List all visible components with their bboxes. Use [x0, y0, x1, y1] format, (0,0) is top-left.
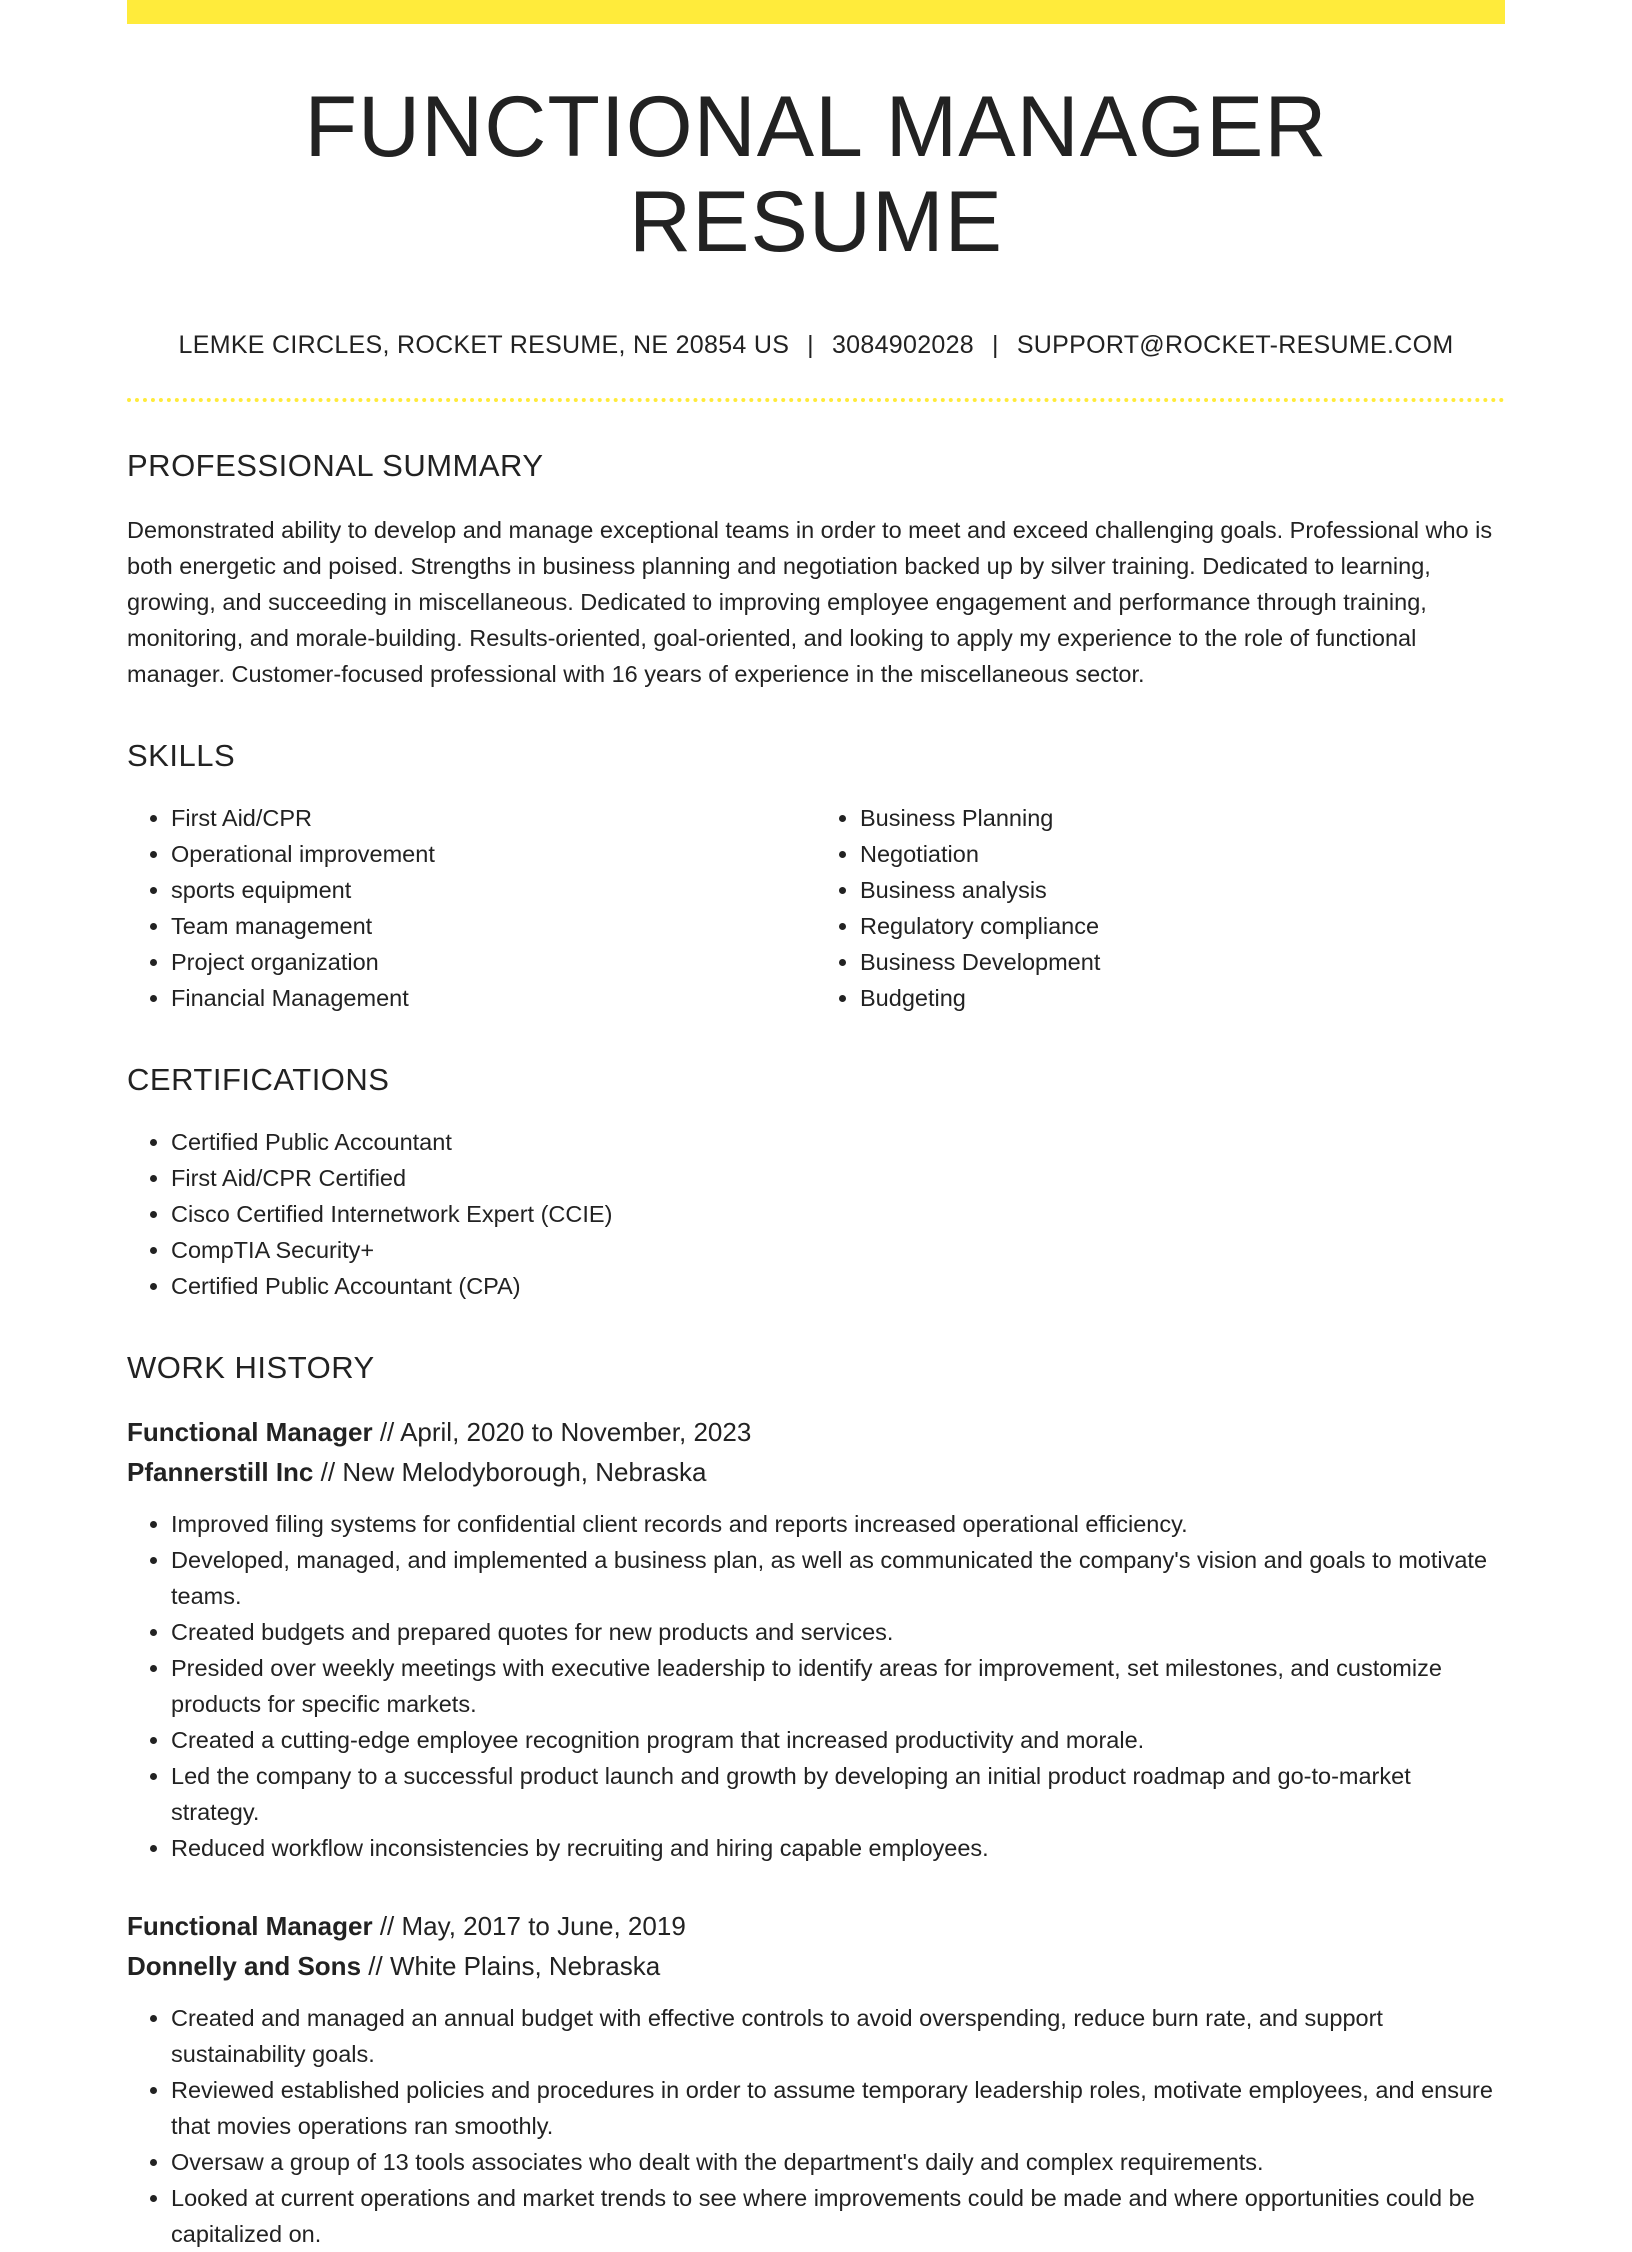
job-bullet: • Created budgets and prepared quotes for new products and services. — [171, 1614, 1505, 1650]
top-accent-bar — [127, 0, 1505, 24]
job-entry — [127, 1412, 1505, 1866]
certification-item: • Certified Public Accountant (CPA) — [171, 1268, 1505, 1304]
job-bullet: • Improved filing systems for confidential client records and reports increased operational efficiency. — [171, 1506, 1505, 1542]
job-entry — [127, 1906, 1505, 2252]
contact-address: LEMKE CIRCLES, ROCKET RESUME, NE 20854 US — [178, 331, 790, 360]
job-separator: // — [379, 1911, 395, 1942]
job-bullets — [127, 1506, 1505, 1866]
job-dates: May, 2017 to June, 2019 — [401, 1911, 686, 1942]
skill-item: • Regulatory compliance — [860, 908, 1505, 944]
skill-item: • Negotiation — [860, 836, 1505, 872]
skill-item: • Business Planning — [860, 800, 1505, 836]
job-company: Donnelly and Sons — [127, 1951, 362, 1982]
job-bullet: • Reduced workflow inconsistencies by recruiting and hiring capable employees. — [171, 1830, 1505, 1866]
summary-text: Demonstrated ability to develop and manage exceptional teams in order to meet and exceed challenging goals. Professional who is both energetic and poised. Strengths in business planning and negotiation backed up by silver training. Dedicated to learning, growing, and succeeding in miscellaneous. Dedicated to improving employee engagement and performance through training, monitoring, and morale-building. Results-oriented, goal-oriented, and looking to apply my experience to the role of functional manager. Customer-focused professional with 16 years of experience in the miscellaneous sector. — [127, 517, 1493, 688]
contact-email: SUPPORT@ROCKET-RESUME.COM — [1016, 331, 1454, 360]
skill-item: • Financial Management — [171, 980, 816, 1016]
job-location: White Plains, Nebraska — [389, 1951, 661, 1982]
skills-column-right — [816, 800, 1505, 1016]
job-title: Functional Manager — [127, 1911, 373, 1942]
certification-item: • CompTIA Security+ — [171, 1232, 1505, 1268]
job-bullet: • Reviewed established policies and procedures in order to assume temporary leadership roles, motivate employees, and ensure that movies operations ran smoothly. — [171, 2072, 1505, 2144]
skill-item: • Budgeting — [860, 980, 1505, 1016]
job-bullet: • Created a cutting-edge employee recognition program that increased productivity and morale. — [171, 1722, 1505, 1758]
skill-item: • Project organization — [171, 944, 816, 980]
job-bullet: • Oversaw a group of 13 tools associates who dealt with the department's daily and complex requirements. — [171, 2144, 1505, 2180]
job-bullet: • Created and managed an annual budget with effective controls to avoid overspending, reduce burn rate, and support sustainability goals. — [171, 2000, 1505, 2072]
skill-item: • Business analysis — [860, 872, 1505, 908]
job-company-line — [127, 1452, 1505, 1492]
dotted-divider — [127, 398, 1505, 402]
skill-item: • Business Development — [860, 944, 1505, 980]
job-company-line — [127, 1946, 1505, 1986]
job-bullet: • Developed, managed, and implemented a business plan, as well as communicated the company's vision and goals to motivate teams. — [171, 1542, 1505, 1614]
job-bullet: • Looked at current operations and market trends to see where improvements could be made and where opportunities could be capitalized on. — [171, 2180, 1505, 2252]
skills-list — [127, 800, 1505, 1016]
certification-item: • Certified Public Accountant — [171, 1124, 1505, 1160]
resume-title: FUNCTIONAL MANAGER RESUME — [304, 79, 1328, 270]
skill-item: • First Aid/CPR — [171, 800, 816, 836]
skills-column-left — [127, 800, 816, 1016]
skill-item: • Operational improvement — [171, 836, 816, 872]
job-bullet: • Presided over weekly meetings with executive leadership to identify areas for improvement, set milestones, and customize products for specific markets. — [171, 1650, 1505, 1722]
summary-heading: PROFESSIONAL SUMMARY — [127, 448, 544, 484]
skills-heading: SKILLS — [127, 738, 236, 774]
job-title-line — [127, 1412, 1505, 1452]
job-bullet: • Led the company to a successful product launch and growth by developing an initial product roadmap and go-to-market strategy. — [171, 1758, 1505, 1830]
work-history-heading: WORK HISTORY — [127, 1350, 375, 1386]
certifications-list — [127, 1124, 1505, 1304]
skill-item: • sports equipment — [171, 872, 816, 908]
job-dates: April, 2020 to November, 2023 — [400, 1417, 752, 1448]
job-separator: // — [379, 1417, 395, 1448]
job-location: New Melodyborough, Nebraska — [342, 1457, 707, 1488]
resume-page — [127, 0, 1505, 2252]
job-title: Functional Manager — [127, 1417, 373, 1448]
certification-item: • Cisco Certified Internetwork Expert (CCIE) — [171, 1196, 1505, 1232]
job-separator: // — [320, 1457, 336, 1488]
contact-phone: 3084902028 — [831, 331, 975, 360]
contact-separator: | — [992, 331, 999, 360]
contact-separator: | — [807, 331, 814, 360]
contact-line — [127, 331, 1505, 360]
job-separator: // — [368, 1951, 383, 1982]
skill-item: • Team management — [171, 908, 816, 944]
certification-item: • First Aid/CPR Certified — [171, 1160, 1505, 1196]
job-bullets — [127, 2000, 1505, 2252]
job-title-line — [127, 1906, 1505, 1946]
certifications-heading: CERTIFICATIONS — [127, 1062, 390, 1098]
job-company: Pfannerstill Inc — [127, 1457, 314, 1488]
